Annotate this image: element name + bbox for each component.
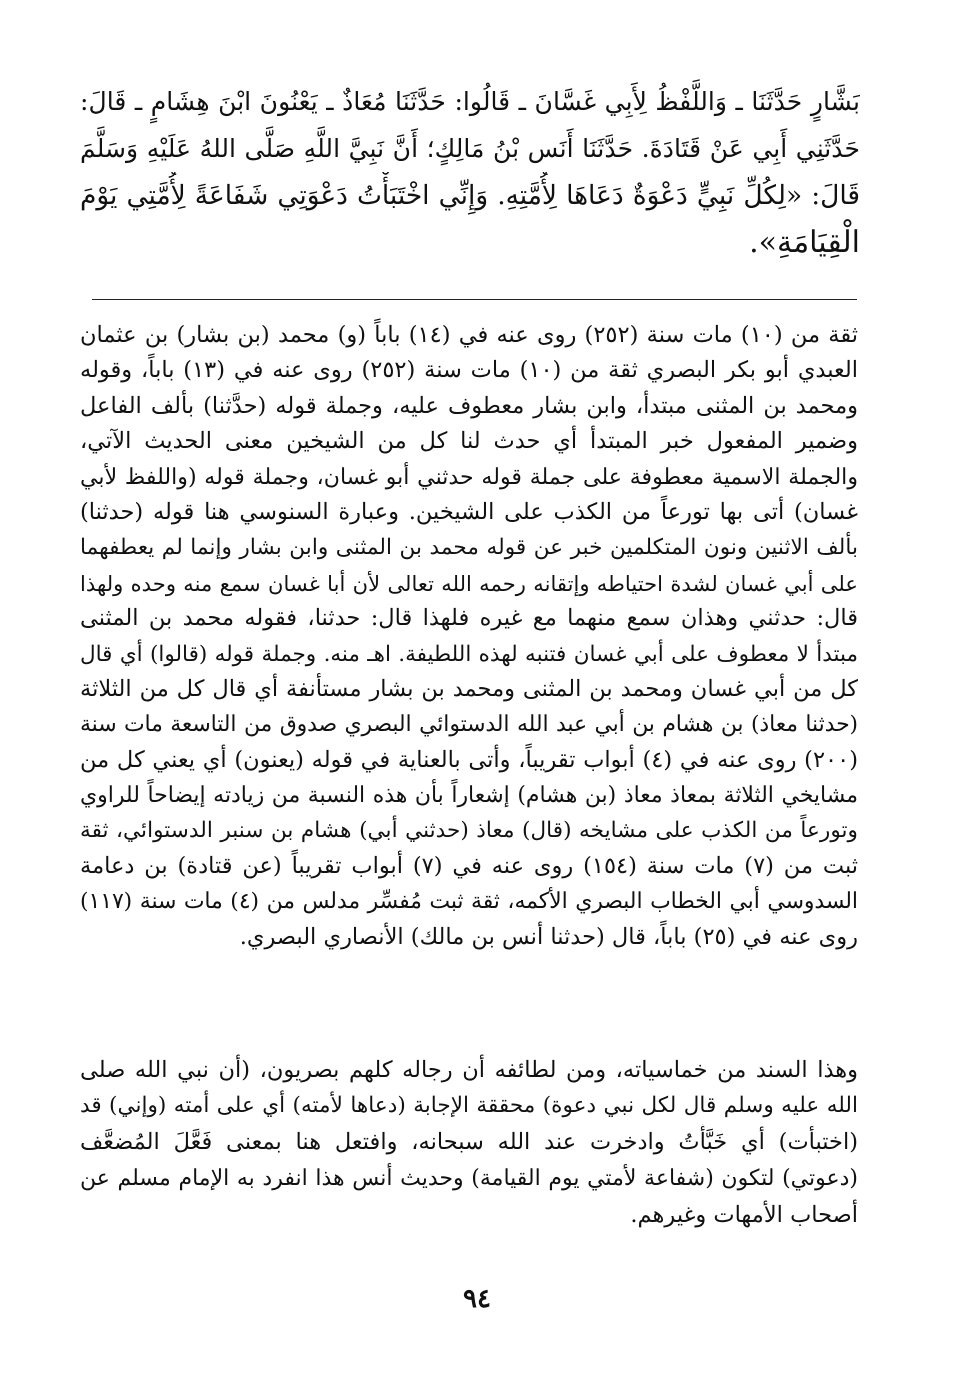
commentary-line: ثقة من (١٠) مات سنة (٢٥٢) روى عنه في (١٤) باباً (و) محمد (بن بشار) بن عثمان [80, 322, 858, 348]
hadith-text-block [80, 78, 860, 266]
footnote-divider [92, 299, 857, 300]
commentary-summary-block [80, 1052, 858, 1233]
commentary-line: وتورعاً من الكذب على مشايخه (قال) معاذ (حدثني أبي) هشام بن سنبر الدستوائي، ثقة [80, 818, 858, 844]
commentary-line: وضمير المفعول خبر المبتدأ أي حدث لنا كل من الشيخين معنى الحديث الآتي، [80, 428, 858, 455]
commentary-line: قال: حدثني وهذان سمع منهما مع غيره فلهذا قال: حدثنا، فقوله محمد بن المثنى [80, 605, 858, 632]
hadith-line: الْقِيَامَةِ». [749, 225, 860, 260]
commentary-line: أصحاب الأمهات وغيرهم. [630, 1201, 858, 1228]
page-number: ٩٤ [463, 1284, 491, 1314]
commentary-line: (٢٠٠) روى عنه في (٤) أبواب تقريباً، وأتى بالعناية في قوله (يعنون) أي يعني كل من [80, 746, 858, 773]
commentary-line: السدوسي أبي الخطاب البصري الأكمه، ثقة ثبت مُفسِّر مدلس من (٤) مات سنة (١١٧) [80, 889, 858, 915]
commentary-line: والجملة الاسمية معطوفة على جملة قوله حدثني أبو غسان، وجملة قوله (واللفظ لأبي [80, 463, 858, 490]
commentary-line: بألف الاثنين ونون المتكلمين خبر عن قوله محمد بن المثنى وابن بشار وإنما لم يعطفهما [80, 535, 858, 561]
commentary-line: كل من أبي غسان ومحمد بن المثنى ومحمد بن بشار مستأنفة أي قال كل من الثلاثة [80, 675, 858, 702]
commentary-line: ومحمد بن المثنى مبتدأ، وابن بشار معطوف عليه، وجملة قوله (حدَّثنا) بألف الفاعل [80, 392, 858, 419]
commentary-line: الله عليه وسلم قال لكل نبي دعوة) محققة الإجابة (دعاها لأمته) أي على أمته (وإني) قد [80, 1093, 858, 1119]
hadith-line: بَشَّارٍ حَدَّثَنَا ـ وَاللَّفْظُ لِأَبِي غَسَّانَ ـ قَالُوا: حَدَّثَنَا مُعَاذٌ ـ يَعْنُونَ ابْنَ هِشَامٍ ـ قَالَ: [80, 87, 860, 116]
commentary-line: غسان) أتى بها تورعاً من الكذب على الشيخين. وعبارة السنوسي هنا قوله (حدثنا) [80, 498, 858, 525]
commentary-line: على أبي غسان لشدة احتياطه وإتقانه رحمه الله تعالى لأن أبا غسان سمع منه وحده ولهذا [80, 570, 858, 596]
commentary-line: (حدثنا معاذ) بن هشام بن أبي عبد الله الدستوائي البصري صدوق من التاسعة مات سنة [80, 712, 858, 738]
commentary-line: وهذا السند من خماسياته، ومن لطائفه أن رجاله كلهم بصريون، (أن نبي الله صلى [80, 1057, 858, 1083]
commentary-line: ثبت من (٧) مات سنة (١٥٤) روى عنه في (٧) أبواب تقريباً (عن قتادة) بن دعامة [80, 852, 858, 879]
hadith-line: قَالَ: «لِكُلِّ نَبِيٍّ دَعْوَةٌ دَعَاهَا لِأُمَّتِهِ. وَإِنِّي اخْتَبَأْتُ دَعْوَتِي شَفَاعَةً لِأُمَّتِي يَوْمَ [80, 180, 860, 211]
commentary-line: مبتدأ لا معطوف على أبي غسان فتنبه لهذه اللطيفة. اهـ منه. وجملة قوله (قالوا) أي قال [80, 641, 858, 667]
commentary-line: مشايخي الثلاثة بمعاذ معاذ (بن هشام) إشعاراً بأن هذه النسبة من زيادته إيضاحاً للراوي [80, 783, 858, 809]
commentary-block [80, 318, 858, 955]
commentary-line: العبدي أبو بكر البصري ثقة من (١٠) مات سنة (٢٥٢) روى عنه في (١٣) باباً، وقوله [80, 357, 858, 384]
hadith-line: حَدَّثَنِي أَبِي عَنْ قَتَادَةَ. حَدَّثَنَا أَنَس بْنُ مَالِكٍ؛ أَنَّ نَبِيَّ اللَّهِ صَلَّى اللهُ عَلَيْهِ وَسَلَّمَ [80, 134, 860, 163]
commentary-line: روى عنه في (٢٥) باباً، قال (حدثنا أنس بن مالك) الأنصاري البصري. [239, 923, 858, 950]
commentary-line: (اختبأت) أي خَبَّأْتُ وادخرت عند الله سبحانه، وافتعل هنا بمعنى فَعَّلَ المُضعَّف [80, 1129, 858, 1156]
commentary-line: (دعوتي) لتكون (شفاعة لأمتي يوم القيامة) وحديث أنس هذا انفرد به الإمام مسلم عن [80, 1165, 858, 1191]
